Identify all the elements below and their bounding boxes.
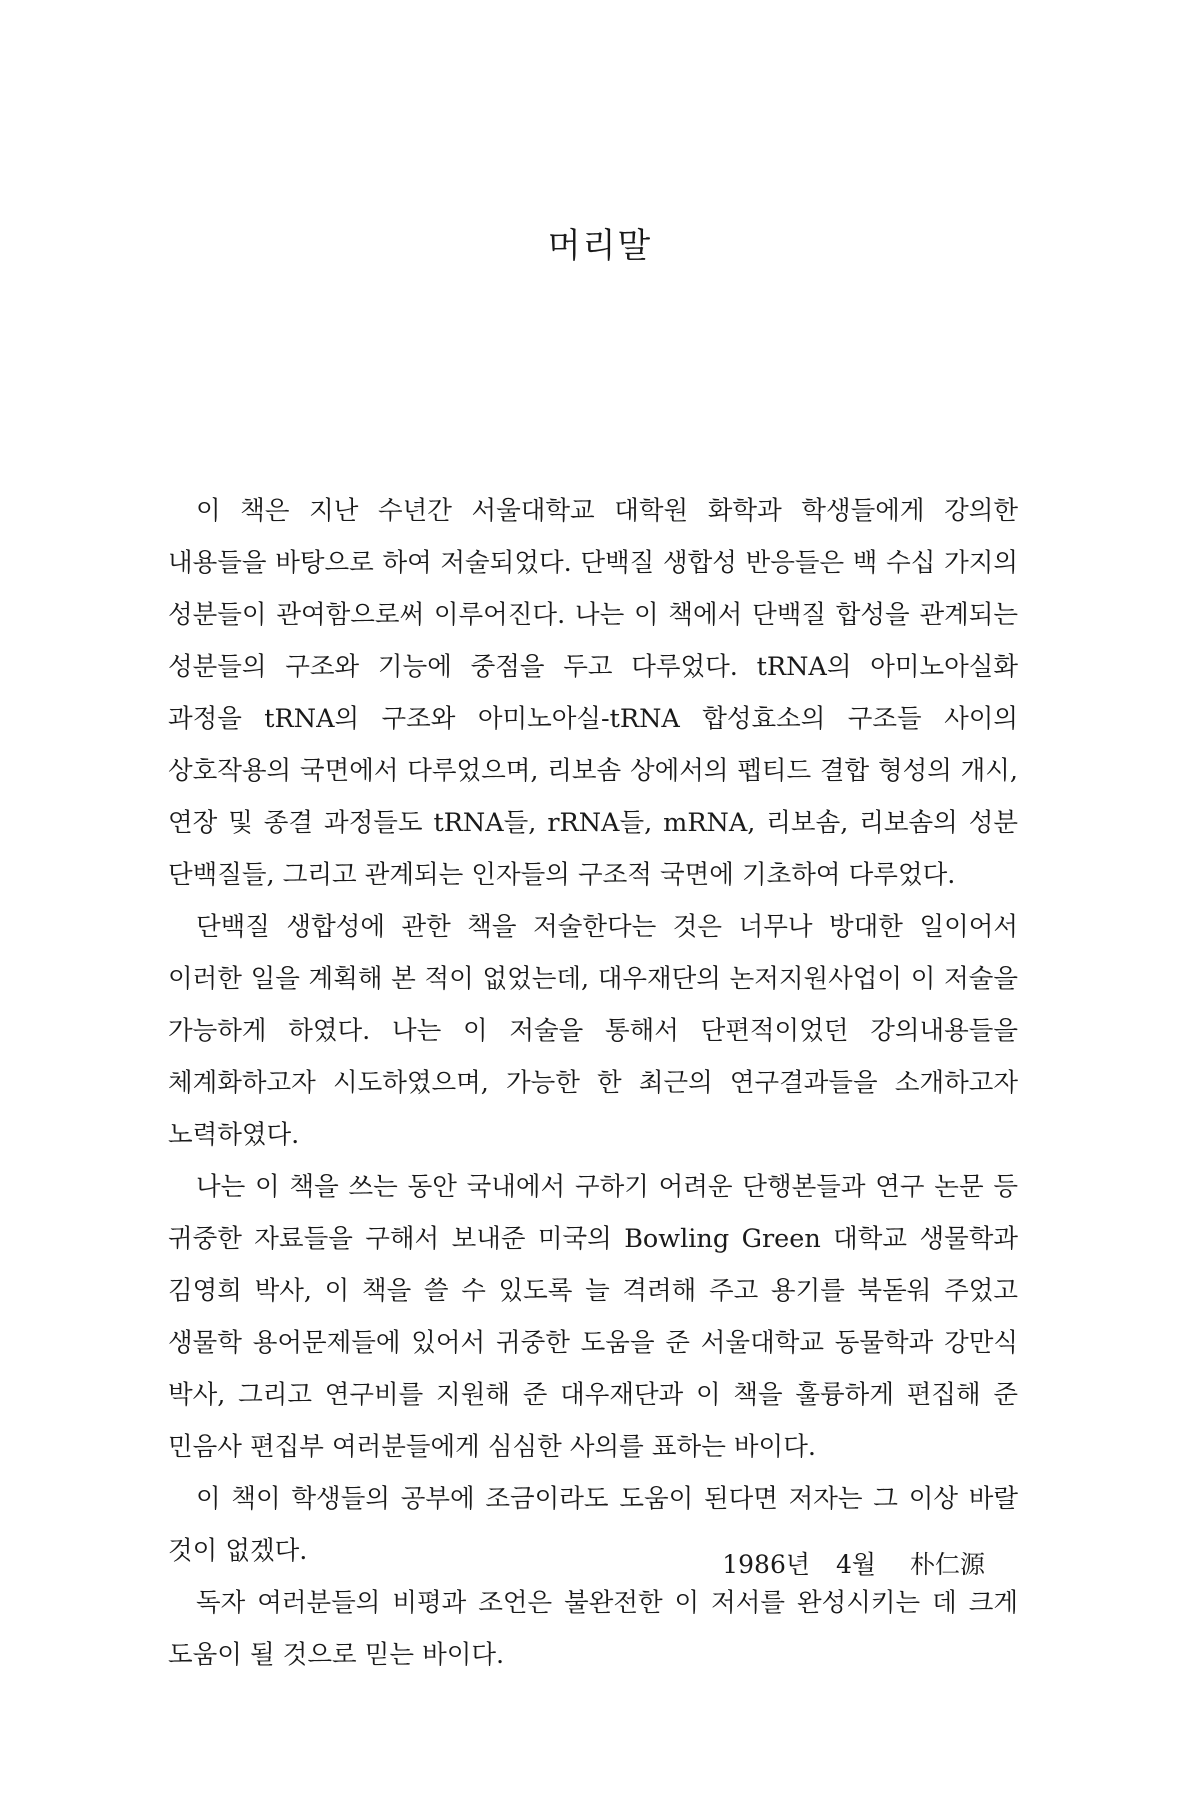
- paragraph-1: 이 책은 지난 수년간 서울대학교 대학원 화학과 학생들에게 강의한 내용들을 바탕으로 하여 저술되었다. 단백질 생합성 반응들은 백 수십 가지의 성분들이 관여함으로써 이루어진다. 나는 이 책에서 단백질 합성을 관계되는 성분들의 구조와 기능에 중점을 두고 다루었다. tRNA의 아미노아실화 과정을 tRNA의 구조와 아미노아실-tRNA 합성효소의 구조들 사이의 상호작용의 국면에서 다루었으며, 리보솜 상에서의 펩티드 결합 형성의 개시, 연장 및 종결 과정들도 tRNA들, rRNA들, mRNA, 리보솜, 리보솜의 성분 단백질들, 그리고 관계되는 인자들의 구조적 국면에 기초하여 다루었다.: [168, 496, 1018, 890]
- paragraph-4: 이 책이 학생들의 공부에 조금이라도 도움이 된다면 저자는 그 이상 바랄 것이 없겠다.: [168, 1484, 1018, 1566]
- preface-body: [168, 485, 1018, 1681]
- signature-author: 朴仁源: [909, 1550, 985, 1579]
- paragraph-5: 독자 여러분들의 비평과 조언은 불완전한 이 저서를 완성시키는 데 크게 도움이 될 것으로 믿는 바이다.: [168, 1588, 1018, 1670]
- paragraph-3: 나는 이 책을 쓰는 동안 국내에서 구하기 어려운 단행본들과 연구 논문 등 귀중한 자료들을 구해서 보내준 미국의 Bowling Green 대학교 생물학과 김영희 박사, 이 책을 쓸 수 있도록 늘 격려해 주고 용기를 북돋워 주었고 생물학 용어문제들에 있어서 귀중한 도움을 준 서울대학교 동물학과 강만식 박사, 그리고 연구비를 지원해 준 대우재단과 이 책을 훌륭하게 편집해 준 민음사 편집부 여러분들에게 심심한 사의를 표하는 바이다.: [168, 1172, 1018, 1462]
- page-title: 머리말: [547, 226, 653, 266]
- signature-year: 1986년: [722, 1550, 811, 1579]
- paragraph-2: 단백질 생합성에 관한 책을 저술한다는 것은 너무나 방대한 일이어서 이러한 일을 계획해 본 적이 없었는데, 대우재단의 논저지원사업이 이 저술을 가능하게 하였다. 나는 이 저술을 통해서 단편적이었던 강의내용들을 체계화하고자 시도하였으며, 가능한 한 최근의 연구결과들을 소개하고자 노력하였다.: [168, 912, 1018, 1150]
- signature-month: 4월: [835, 1550, 877, 1579]
- signature: [722, 1545, 985, 1581]
